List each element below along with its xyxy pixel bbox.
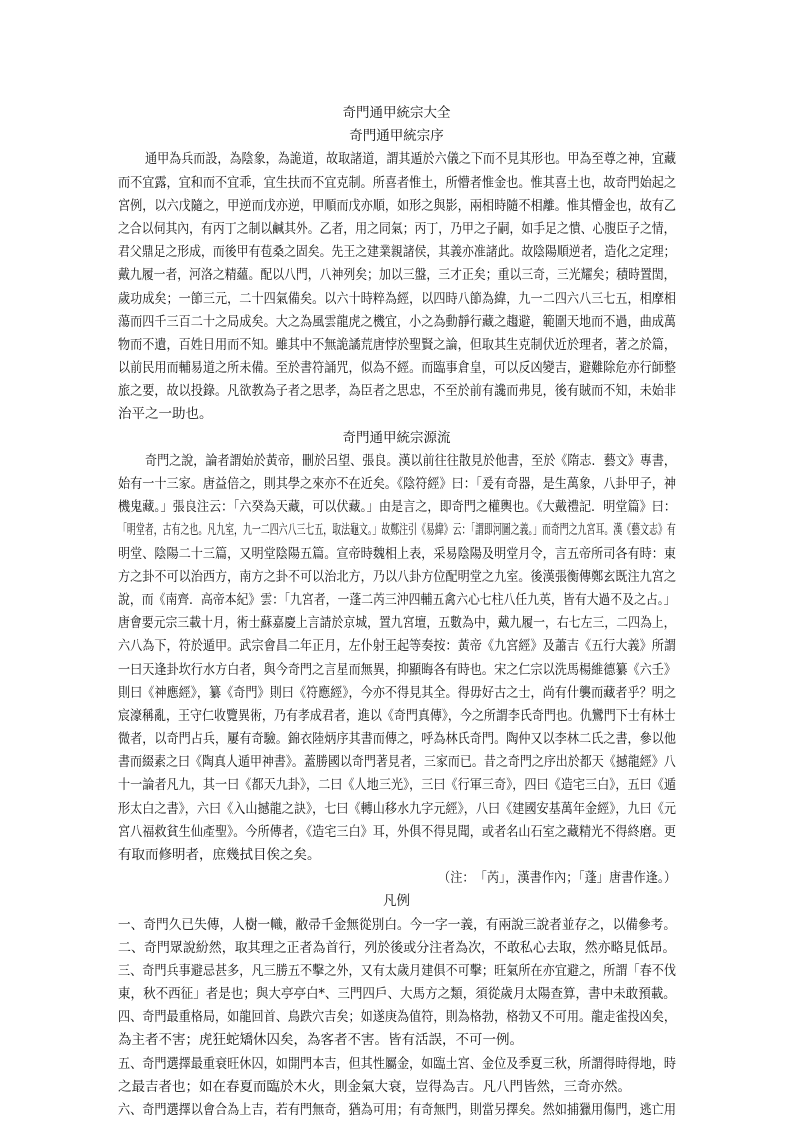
origin-line: 唐會要元宗三載十月，術士蘇嘉慶上言請於京城，置九宮壇，五數為中，戴九履一，右七左三，二四為上， — [118, 615, 676, 632]
preface-line: 歲功成矣；一節三元，二十四氣備矣。以六十時粹為經，以四時八節為緯，九一二四六八三七五，相摩相 — [118, 290, 677, 307]
rules-title: 凡例 — [383, 893, 410, 910]
origin-line: 則曰《神應經》，纂《奇門》則曰《符應經》，今亦不得見其全。得毋好古之士，尚有什襲而藏者乎？明之 — [118, 684, 677, 701]
origin-line: 十一論者凡九，其一曰《都天九卦》，二曰《人地三光》，三曰《行軍三奇》，四曰《造宅三白》，五曰《遁 — [118, 777, 677, 794]
origin-line: 一曰天逢卦坎行水方白者，與今奇門之言星而無異，抑顯晦各有時也。宋之仁宗以洗馬楊維德纂《六壬》 — [118, 661, 677, 678]
origin-line: 形太白之書》，六曰《入山撼龍之訣》，七曰《轉山移水九字元經》，八曰《建國安基萬年金經》，九曰《元 — [118, 800, 677, 817]
preface-line: 以前民用而輔易道之所未備。至於書符誦咒，似為不經。而臨事倉皇，可以反凶變吉，避難除危亦行師整 — [118, 360, 677, 376]
origin-line: 方之卦不可以治西方，南方之卦不可以治北方，乃以八卦方位配明堂之九室。後漢張衡傳鄭玄既注九宮之 — [118, 568, 677, 585]
origin-note: （注： 「芮」，漢書作內；「蓬」唐書作逢。） — [438, 870, 677, 887]
rules-line: 四、奇門最重格局，如龍回首、鳥跌穴吉矣；如遂庚為值符，則為格勃，格勃又不可用。龍走雀投凶矣， — [118, 1009, 677, 1026]
preface-line: 之合以伺其內，有丙丁之制以鹹其外。乙者，用之同氣；丙丁，乃甲之子嗣，如手足之憒、心腹臣子之情， — [118, 220, 676, 237]
preface-line: 物而不遺，百姓日用而不知。雖其中不無詭譎荒唐悖於聖賢之論，但取其生克制伏近於理者，著之於篇， — [118, 336, 677, 353]
rules-line: 之最吉者也；如在春夏而臨於木火，則金氣大衰，豈得為吉。凡八門皆然，三奇亦然。 — [118, 1078, 631, 1095]
preface-line: 治平之一助也。 — [118, 406, 213, 423]
origin-line: 書而綴素之曰《陶真人遁甲神書》。蓋勝國以奇門著見者，三家而已。昔之奇門之序出於都天《撼龍經》八 — [118, 754, 676, 771]
origin-line: 宮八福救貧生仙產聖》。今所傳者，《造宅三白》耳，外俱不得見聞，或者名山石室之藏精光不得終磨。更 — [118, 823, 677, 840]
preface-line: 而不宜露，宜和而不宜乖，宜生扶而不宜克制。所喜者惟土，所懵者惟金也。惟其喜土也，故奇門始起之 — [118, 174, 677, 191]
rules-line: 一、奇門久已失傳，人樹一幟，敝帚千金無從別白。今一字一義，有兩說三說者並存之，以備參考。 — [118, 916, 677, 933]
preface-line: 君父鼎足之形成，而後甲有苞桑之固矣。先王之建業親諸侯，其義亦准諸此。故陰陽順逆者，造化之定理； — [118, 244, 676, 261]
origin-line: 始有一十三家。唐益倍之，則其學之來亦不在近矣。《陰符經》曰：「爰有奇器，是生萬象，八卦甲子，神 — [118, 476, 677, 492]
rules-line: 為主者不害；虎狂蛇矯休囚矣，為客者不害。皆有活誤，不可一例。 — [118, 1032, 523, 1049]
preface-title: 奇門通甲統宗序 — [349, 128, 444, 145]
main-title: 奇門通甲統宗大全 — [342, 105, 451, 121]
origin-line: 宸濠稱亂，王守仁收覽異術，乃有孝成君者，進以《奇門真傳》，今之所謂李氏奇門也。仇鸞門下士有林士 — [118, 707, 676, 724]
origin-line: 明堂、陰陽二十三篇，又明堂陰陽五篇。宣帝時魏相上表，采易陰陽及明堂月令，言五帝所司各有時：東 — [118, 545, 677, 562]
origin-line: 有取而修明者，庶幾拭目俟之矣。 — [118, 847, 321, 863]
origin-line: 機鬼藏。」張良注云：「六癸為天藏，可以伏藏。」由是言之，即奇門之權輿也。《大戴禮記．明堂篇》曰： — [118, 499, 677, 516]
rules-line: 二、奇門眾說紛然，取其理之正者為首行，列於後或分注者為次，不敢私心去取，然亦略見低昂。 — [118, 939, 676, 956]
origin-line: 說，而《南齊．高帝本紀》雲：「九宮者，一蓬二芮三沖四輔五禽六心七柱八任九英，皆有大過不及之占。」 — [118, 591, 676, 608]
preface-line: 通甲為兵而設，為陰象，為詭道，故取諸道，謂其遁於六儀之下而不見其形也。甲為至尊之神，宜藏 — [145, 151, 676, 168]
rules-line: 三、奇門兵事避忌甚多，凡三勝五不擊之外，又有太歲月建俱不可擊；旺氣所在亦宜避之，所謂「春不伐 — [118, 962, 677, 979]
origin-title: 奇門通甲統宗源流 — [342, 429, 451, 446]
preface-line: 戴九履一者，河洛之精蘊。配以八門，八神列矣；加以三盤，三才正矣；重以三奇，三光耀矣；積時置閏， — [118, 267, 676, 284]
origin-line: 六八為下，符於遁甲。武宗會昌二年正月，左仆射王起等奏按：黃帝《九宮經》及蕭吉《五行大義》所謂 — [118, 638, 677, 655]
preface-line: 宮例，以六戊隨之，甲逆而戊亦逆，甲順而戊亦順，如形之與影，兩相時隨不相離。惟其懵金也，故有乙 — [118, 197, 677, 214]
origin-line: 奇門之說，論者謂始於黃帝，刪於呂望、張良。漢以前往往散見於他書，至於《隋志．藝文》專書， — [145, 452, 676, 469]
origin-line: 微者，以奇門占兵，屢有奇驗。錦衣陸炳序其書而傳之，呼為林氏奇門。陶仲又以李林二氏之書，參以他 — [118, 731, 677, 747]
rules-line: 東，秋不西征」者是也；與大亭亭白*、三門四戶、大馬方之類，須從歲月太陽查算，書中未敢預載。 — [118, 986, 676, 1003]
origin-line: 「明堂者，古有之也。凡九室，九一二四六八三七五，取法龜文。」故鄭注引《易緯》云：「謂即河圖之義。」而奇門之九宮耳。漢《藝文志》有 — [118, 522, 676, 539]
rules-line: 五、奇門選擇最重衰旺休囚，如開門本吉，但其性屬金，如臨土宮、金位及季夏三秋，所謂得時得地，時 — [118, 1055, 677, 1072]
preface-line: 蕩而四千三百二十之局成矣。大之為風雲龍虎之機宜，小之為動靜行藏之趨避，範圍天地而不過，曲成萬 — [118, 313, 677, 330]
rules-line: 六、奇門選擇以會合為上吉，若有門無奇，猶為可用；有奇無門，則當另擇矣。然如捕獵用傷門，逃亡用 — [118, 1102, 677, 1118]
preface-line: 旅之要，故以投錄。凡欲教為子者之思孝，為臣者之思忠，不至於前有讒而弗見，後有賊而不知，未始非 — [118, 383, 677, 400]
